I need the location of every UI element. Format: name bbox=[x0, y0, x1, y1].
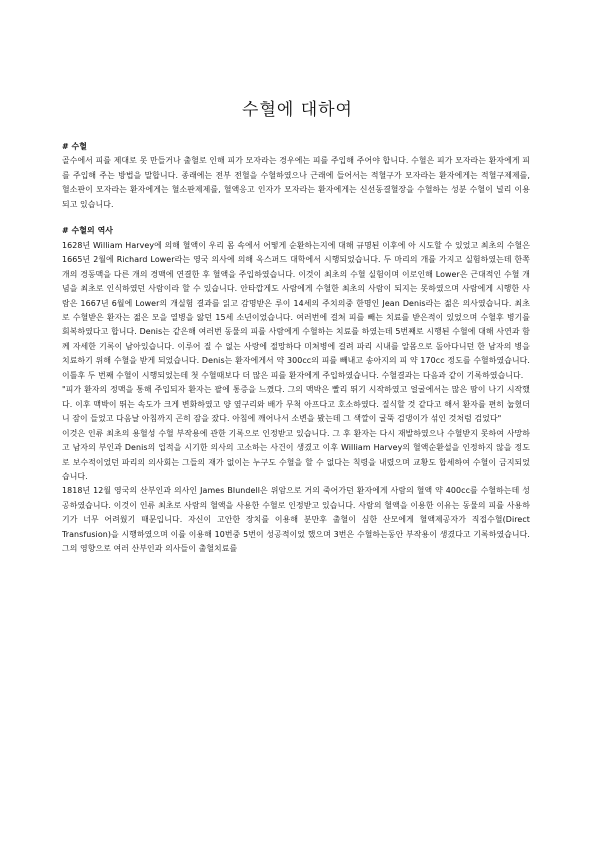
quote-paragraph: "피가 환자의 정맥을 통해 주입되자 환자는 팔에 통증을 느꼈다. 그의 맥박은 빨리 뛰기 시작하였고 얼굴에서는 많은 땀이 나기 시작했다. 이후 맥박이 뛰는 속도가 크게 변화하였고 양 옆구리와 배가 무척 아프다고 호소하였다. 질식할 것 같다고 해서 환자를 편히 눕혔더니 잠이 들었고 다음날 아침까지 곤히 잠을 잤다. 아침에 깨어나서 소변을 봤는데 그 색깔이 굴뚝 검댕이가 섞인 것처럼 검었다" bbox=[62, 385, 530, 424]
section-paragraph: 1818년 12월 영국의 산부인과 의사인 James Blundell은 위암으로 거의 죽어가던 환자에게 사람의 혈액 약 400cc를 수혈하는데 성공하였습니다. 이것이 인류 최초로 사람의 혈액을 사용한 수혈로 인정받고 있습니다. 사람의 혈액을 이용한 이유는 동물의 피를 사용하기가 너무 어려웠기 때문입니다. 자신이 고안한 장치를 이용해 분만후 출혈이 심한 산모에게 혈액제공자가 직접수혈(Direct Transfusion)을 시행하였으며 이를 이용해 10번중 5번이 성공적이었 했으며 3번은 수혈하는동안 부작용이 생겼다고 기록하였습니다. 그의 영향으로 여러 산부인과 의사들이 출혈치료를 bbox=[62, 486, 530, 554]
section-paragraph: 1628년 William Harvey에 의해 혈액이 우리 몸 속에서 어떻게 순환하는지에 대해 규명된 이후에 아 시도할 수 있었고 최초의 수혈은 1665년 2월에 Richard Lower라는 영국 의사에 의해 옥스퍼드 대학에서 시행되었습니다. 두 마리의 개를 가지고 실험하였는데 한쪽 개의 경동맥을 다른 개의 경맥에 연결한 후 혈액을 주입하였습니다. 이것이 최초의 수혈 실험이며 이로인해 Lower은 근대적인 수혈 개념을 최초로 인식하였던 사람이라 할 수 있습니다. 안타깝게도 사람에게 수혈한 최초의 사람이 되지는 못하였으며 사람에게 시행한 사람은 1667년 6월에 Lower의 개실험 결과를 읽고 감명받은 루이 14세의 주치의중 한명인 Jean Denis라는 젊은 의사였습니다. 최초로 수혈받은 환자는 젊은 모을 열병을 앓던 15세 소년이었습니다. 여러번에 걸쳐 피를 빼는 치료를 받은적이 있었으며 수혈후 병기를 회복하였다고 합니다. Denis는 같은해 여러번 동물의 피를 사람에게 수혈하는 치료를 하였는데 5번째로 시행된 수혈에 대해 사연과 함께 자세한 기록이 남아있습니다. 이루어 질 수 없는 사랑에 절망하다 미쳐병에 걸려 파리 시내를 알몸으로 돌아다니던 한 남자의 병을 치료하기 위해 수혈을 받게 되었습니다. Denis는 환자에게서 약 300cc의 피를 빼내고 송아지의 피 약 170cc 정도를 수혈하였습니다. 이틀후 두 번째 수혈이 시행되었는데 첫 수혈때보다 더 많은 피를 환자에게 주입하였습니다. 수혈결과는 다음과 같이 기록하였습니다. bbox=[62, 240, 530, 380]
section-spacer bbox=[62, 212, 530, 224]
document-title: 수혈에 대하여 bbox=[242, 100, 353, 120]
document-body bbox=[62, 140, 530, 557]
section-heading-history: # 수혈의 역사 bbox=[62, 226, 114, 236]
section-paragraph: 골수에서 피를 제대로 못 만들거나 출혈로 인해 피가 모자라는 경우에는 피를 주입해 주어야 합니다. 수혈은 피가 모자라는 환자에게 피를 주입해 주는 방법을 말합니다. 종래에는 전부 전혈을 수혈하였으나 근래에 들어서는 적혈구가 모자라는 환자에게는 적혈구제제를, 혈소판이 모자라는 환자에게는 혈소판제제를, 혈액응고 인자가 모자라는 환자에게는 신선동결혈장을 수혈하는 성분 수혈이 널리 이용되고 있습니다. bbox=[62, 156, 530, 209]
section-paragraph: 이것은 인류 최초의 용혈성 수혈 부작용에 관한 기록으로 인정받고 있습니다. 그 후 환자는 다시 재발하였으나 수혈받지 못하여 사망하고 남자의 부인과 Denis의 업적을 시기한 의사의 고소하는 사건이 생겼고 이후 William Harvey의 혈액순환설을 인정하지 않을 정도로 보수적이었던 파리의 의사회는 그들의 재가 없이는 누구도 수혈을 할 수 없다는 칙령을 내렸으며 교황도 합세하여 수혈이 금지되었습니다. bbox=[62, 428, 530, 481]
section-heading-transfusion: # 수혈 bbox=[62, 142, 88, 151]
